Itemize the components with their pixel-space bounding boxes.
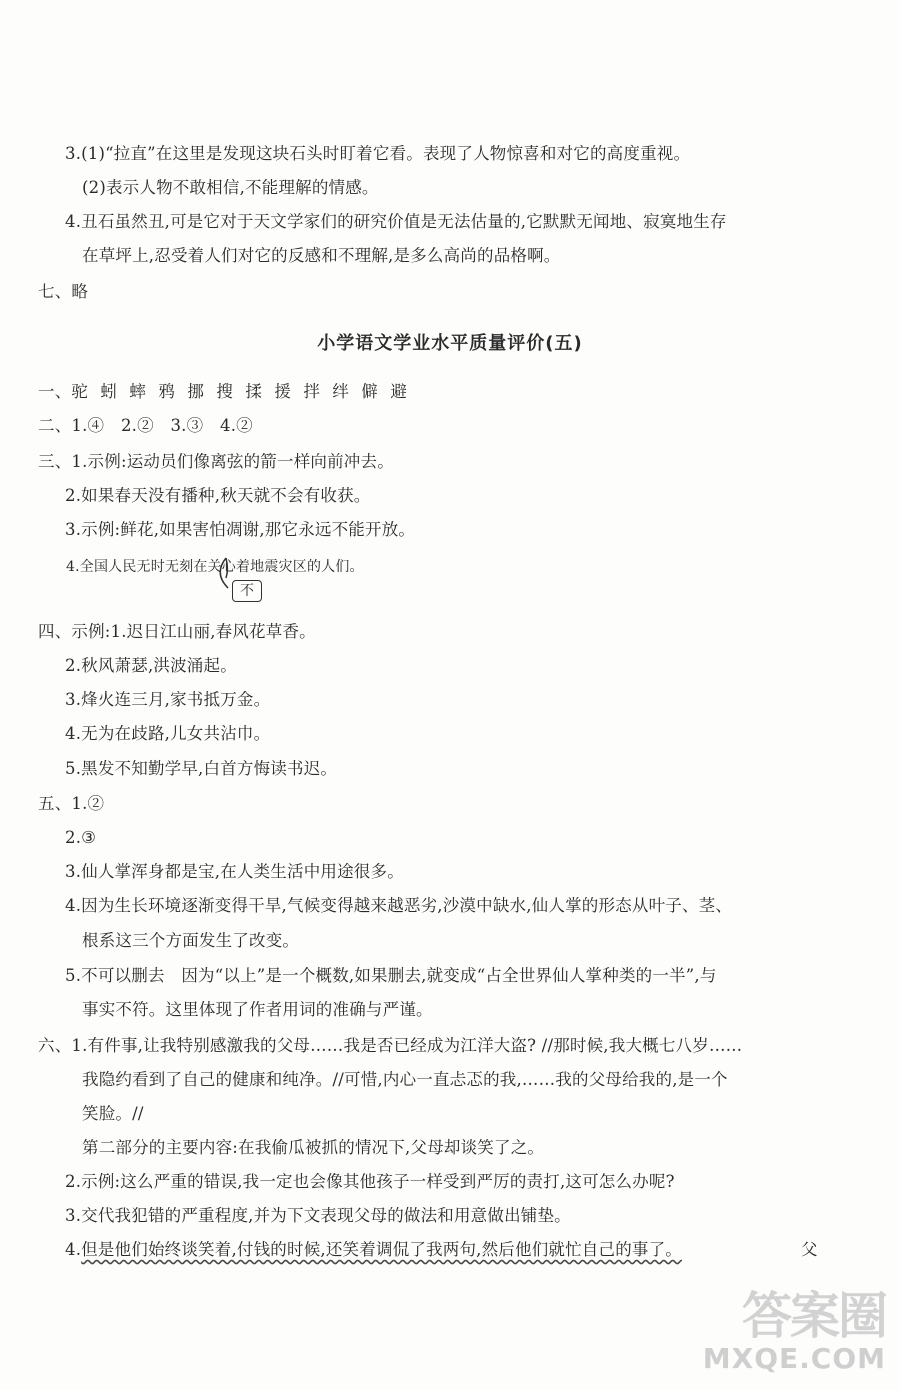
answer-line: 5.黑发不知勤学早,白首方悔读书迟。 (65, 759, 338, 778)
answer-line: 四、示例:1.迟日江山丽,春风花草香。 (38, 622, 316, 641)
section-1-characters: 驼蚓蟀鸦挪搜揉援拌绊僻避 (71, 382, 420, 401)
answer-line: 3.(1)“拉直”在这里是发现这块石头时盯着它看。表现了人物惊喜和对它的高度重视。 (65, 144, 691, 163)
answer-line: (2)表示人物不敢相信,不能理解的情感。 (82, 178, 379, 197)
answer-line: 4.因为生长环境逐渐变得干旱,气候变得越来越恶劣,沙漠中缺水,仙人掌的形态从叶子、茎、 (65, 896, 733, 915)
answer-line: 六、1.有件事,让我特别感激我的父母……我是否已经成为江洋大盗? //那时候,我大概七八岁…… (38, 1036, 743, 1055)
answer-line: 笑脸。// (82, 1104, 144, 1123)
answer-line: 2.秋风萧瑟,洪波涌起。 (65, 656, 237, 675)
answer-line: 在草坪上,忍受着人们对它的反感和不理解,是多么高尚的品格啊。 (82, 246, 561, 265)
section-2: 二、1.④ 2.② 3.③ 4.② (38, 416, 253, 435)
watermark-logo (691, 1276, 886, 1386)
answer-line (65, 1240, 682, 1260)
answer-line: 3.交代我犯错的严重程度,并为下文表现父母的做法和用意做出铺垫。 (65, 1206, 571, 1225)
answer-line: 五、1.② (38, 794, 105, 813)
answer-line: 4.丑石虽然丑,可是它对于天文学家们的研究价值是无法估量的,它默默无闻地、寂寞地生存 (65, 212, 727, 231)
answer-line: 2.如果春天没有播种,秋天就不会有收获。 (65, 486, 371, 505)
answer-line: 2.③ (65, 828, 97, 847)
answer-line: 七、略 (38, 282, 89, 301)
section-1 (38, 382, 419, 402)
answer-line: 第二部分的主要内容:在我偷瓜被抓的情况下,父母却谈笑了之。 (82, 1138, 545, 1157)
page-title: 小学语文学业水平质量评价(五) (317, 333, 583, 354)
answer-line: 3.烽火连三月,家书抵万金。 (65, 690, 271, 709)
underlined-quote: 但是他们始终谈笑着,付钱的时候,还笑着调侃了我两句,然后他们就忙自己的事了。 (81, 1240, 682, 1259)
answer-line: 3.仙人掌浑身都是宝,在人类生活中用途很多。 (65, 862, 404, 881)
correction-box: 不 (232, 580, 262, 602)
answer-line: 根系这三个方面发生了改变。 (82, 931, 300, 950)
answer-line: 4.无为在歧路,儿女共沾巾。 (65, 724, 271, 743)
answer-line: 我隐约看到了自己的健康和纯净。//可惜,内心一直忐忑的我,……我的父母给我的,是一个 (82, 1070, 728, 1089)
answer-line: 4.全国人民无时无刻在关心着地震灾区的人们。 (66, 559, 364, 575)
answer-number: 4. (65, 1240, 82, 1259)
answer-line: 5.不可以删去 因为“以上”是一个概数,如果删去,就变成“占全世界仙人掌种类的一半”,与 (65, 966, 717, 985)
watermark-url: MXQE.COM (702, 1342, 886, 1375)
section-1-label: 一、 (38, 382, 72, 401)
answer-line: 2.示例:这么严重的错误,我一定也会像其他孩子一样受到严厉的责打,这可怎么办呢? (65, 1172, 675, 1191)
answer-line-continued: 父 (801, 1240, 818, 1259)
answer-line: 三、1.示例:运动员们像离弦的箭一样向前冲去。 (38, 452, 394, 471)
watermark-top: 答案圈 (742, 1287, 886, 1345)
answer-line: 事实不符。这里体现了作者用词的准确与严谨。 (82, 1000, 433, 1019)
answer-line: 3.示例:鲜花,如果害怕凋谢,那它永远不能开放。 (65, 520, 416, 539)
